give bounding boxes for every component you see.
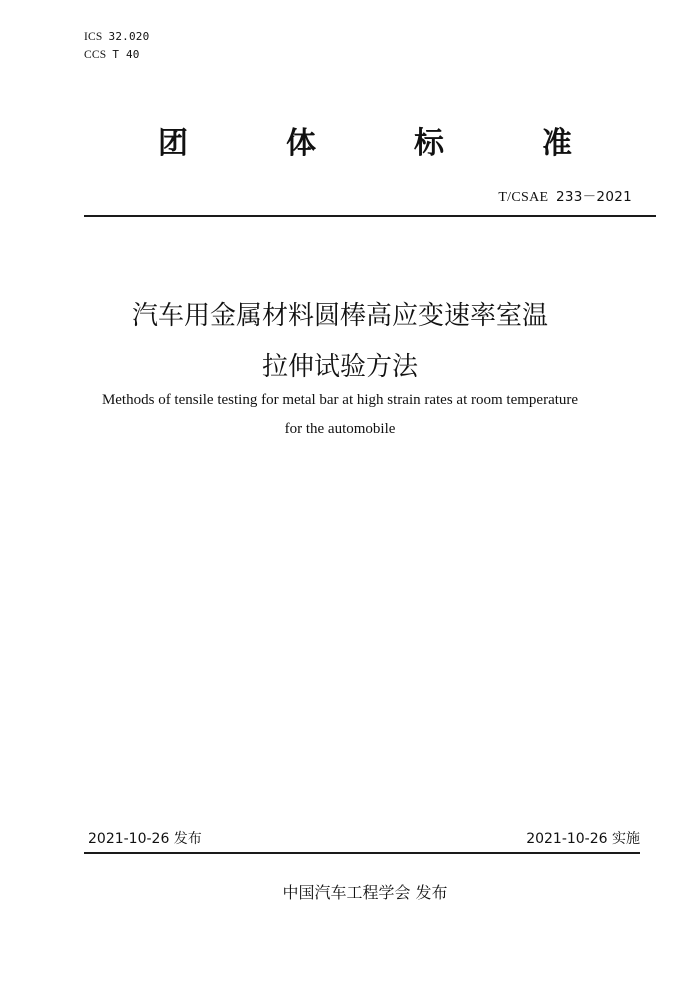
title-english-line-1: Methods of tensile testing for metal bar at high strain rates at room temperature bbox=[101, 392, 579, 408]
ccs-classification bbox=[84, 48, 140, 62]
header-divider bbox=[84, 215, 656, 217]
ccs-code: T 40 bbox=[112, 48, 140, 61]
standard-type-char-2: 体 bbox=[286, 126, 316, 161]
standard-number bbox=[498, 185, 632, 206]
standard-type-char-3: 标 bbox=[414, 126, 444, 161]
footer-divider bbox=[84, 852, 640, 854]
standard-type-char-4: 准 bbox=[542, 126, 572, 161]
ics-classification bbox=[84, 30, 149, 44]
ics-label: ICS bbox=[84, 31, 103, 43]
title-chinese-line-1: 汽车用金属材料圆棒高应变速率室温 bbox=[131, 301, 548, 331]
standard-type-char-1: 团 bbox=[158, 126, 188, 161]
ccs-label: CCS bbox=[84, 49, 107, 61]
issue-date: 2021-10-26 发布 bbox=[88, 831, 202, 847]
publisher: 中国汽车工程学会 发布 bbox=[282, 883, 448, 902]
standard-number-prefix: T/CSAE bbox=[498, 190, 549, 205]
implementation-date: 2021-10-26 实施 bbox=[526, 831, 640, 847]
title-chinese-line-2: 拉伸试验方法 bbox=[261, 352, 418, 382]
ics-code: 32.020 bbox=[108, 30, 150, 43]
standard-number-value: 233－2021 bbox=[555, 189, 632, 205]
title-english-line-2: for the automobile bbox=[284, 421, 396, 437]
